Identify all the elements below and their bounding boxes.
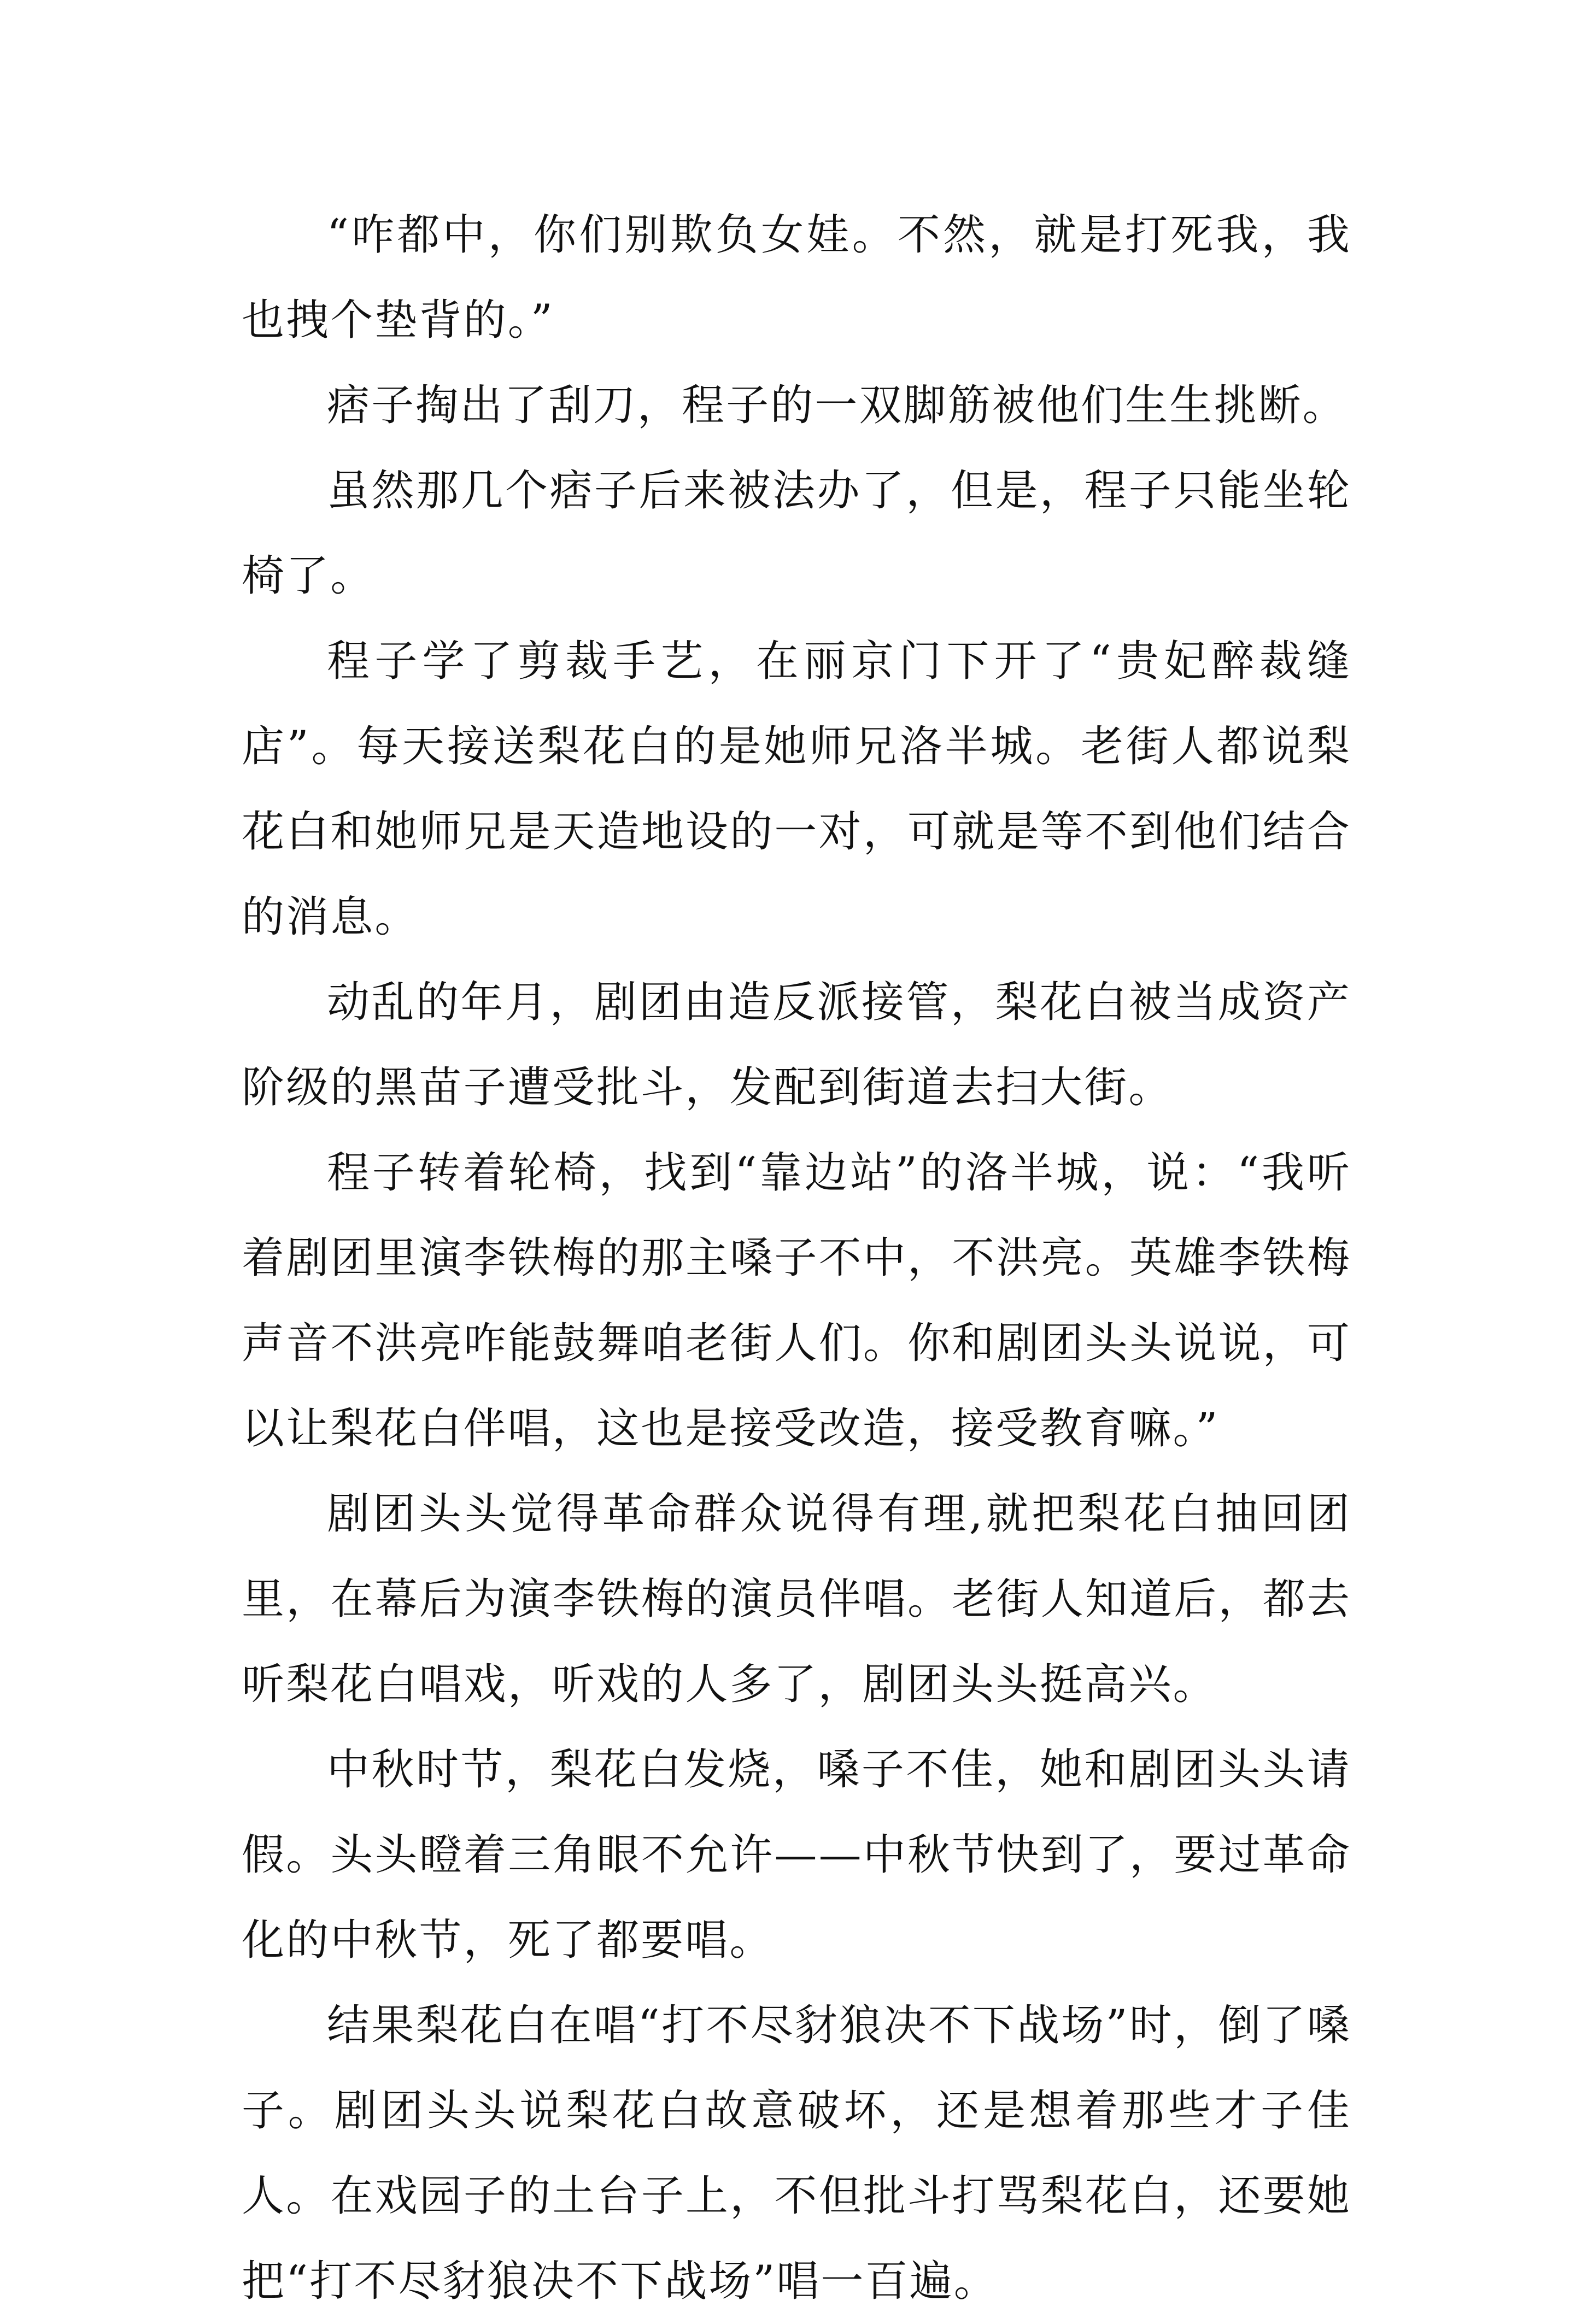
paragraph-4: 程子学了剪裁手艺，在丽京门下开了“贵妃醉裁缝店”。每天接送梨花白的是她师兄洛半城。老街人都说梨花白和她师兄是天造地设的一对，可就是等不到他们结合的消息。 (242, 637, 1351, 942)
paragraph-6: 程子转着轮椅，找到“靠边站”的洛半城，说：“我听着剧团里演李铁梅的那主嗓子不中，不洪亮。英雄李铁梅声音不洪亮咋能鼓舞咱老街人们。你和剧团头头说说，可以让梨花白伴唱，这也是接受改造，接受教育嘛。” (242, 1148, 1351, 1453)
paragraph-3: 虽然那几个痞子后来被法办了，但是，程子只能坐轮椅了。 (242, 466, 1351, 601)
paragraph-2: 痞子掏出了刮刀，程子的一双脚筋被他们生生挑断。 (327, 381, 1347, 430)
paragraph-8: 中秋时节，梨花白发烧，嗓子不佳，她和剧团头头请假。头头瞪着三角眼不允许——中秋节快到了，要过革命化的中秋节，死了都要唱。 (242, 1745, 1351, 1965)
paragraph-5: 动乱的年月，剧团由造反派接管，梨花白被当成资产阶级的黑苗子遭受批斗，发配到街道去扫大街。 (242, 978, 1351, 1112)
body-text (242, 192, 1351, 2324)
paragraph-1: “咋都中，你们别欺负女娃。不然，就是打死我，我也拽个垫背的。” (242, 210, 1351, 345)
paragraph-9: 结果梨花白在唱“打不尽豺狼决不下战场”时，倒了嗓子。剧团头头说梨花白故意破坏，还是想着那些才子佳人。在戏园子的土台子上，不但批斗打骂梨花白，还要她把“打不尽豺狼决不下战场”唱一百遍。 (242, 2001, 1351, 2306)
paragraph-7: 剧团头头觉得革命群众说得有理,就把梨花白抽回团里，在幕后为演李铁梅的演员伴唱。老街人知道后，都去听梨花白唱戏，听戏的人多了，剧团头头挺高兴。 (242, 1489, 1351, 1709)
